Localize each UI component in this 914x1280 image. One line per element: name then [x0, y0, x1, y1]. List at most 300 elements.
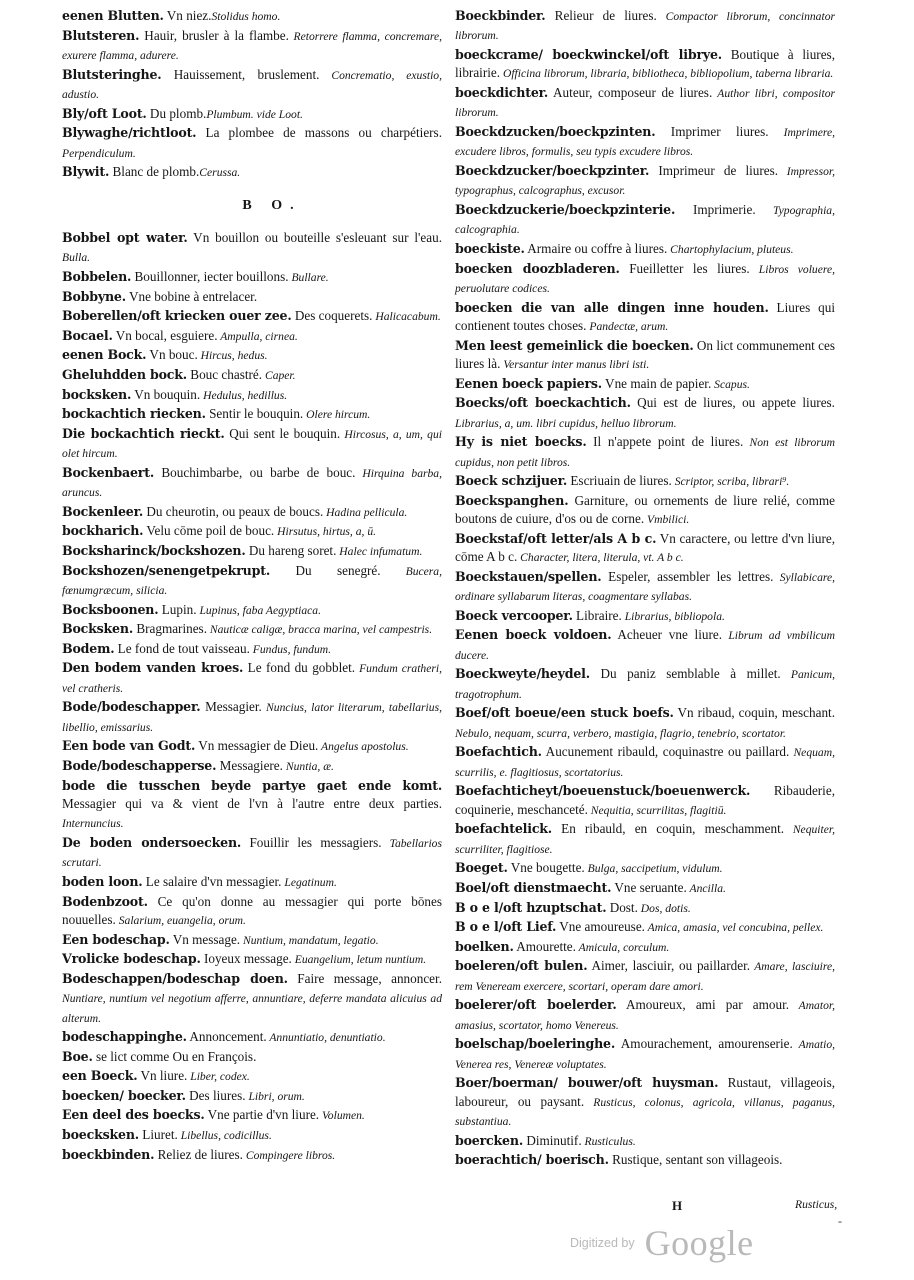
- french-gloss: Vne partie d'vn liure.: [204, 1107, 320, 1123]
- french-gloss: Diminutif.: [523, 1132, 582, 1148]
- headword: Hy is niet boecks.: [455, 434, 587, 450]
- dictionary-entry: [62, 970, 442, 1028]
- headword: Bode/bodeschapper.: [62, 699, 201, 715]
- french-gloss: Bouc chastré.: [186, 366, 263, 382]
- french-gloss: Fouillir les messagiers.: [241, 834, 382, 850]
- dictionary-entry: [455, 240, 835, 259]
- french-gloss: Vn message.: [169, 931, 241, 947]
- french-gloss: Aucunement ribauld, coquinastre ou paillard.: [541, 744, 790, 760]
- french-gloss: Rustaut, villageois, laboureur, ou paysant.: [455, 1075, 835, 1109]
- headword: Bodeschappen/bodeschap doen.: [62, 970, 288, 986]
- latin-gloss: Caper.: [262, 368, 296, 382]
- french-gloss: Amourette.: [513, 938, 576, 954]
- french-gloss: Escriuain de liures.: [567, 473, 672, 489]
- headword: bocksken.: [62, 386, 132, 402]
- latin-gloss: Nuncius, lator literarum, tabellarius, libellio, emissarius.: [62, 701, 442, 734]
- dictionary-entry: [62, 1126, 442, 1145]
- french-gloss: Relieur de liures.: [545, 8, 657, 23]
- french-gloss: Vne seruante.: [611, 879, 687, 895]
- dictionary-entry: [62, 834, 442, 873]
- latin-gloss: Hircus, hedus.: [197, 349, 268, 363]
- dictionary-entry: [455, 899, 835, 918]
- headword: een Boeck.: [62, 1068, 138, 1084]
- french-gloss: Amourachement, amourenserie.: [615, 1036, 793, 1052]
- dictionary-entry: [62, 464, 442, 503]
- watermark-logo: Google: [644, 1223, 754, 1263]
- french-gloss: Liuret.: [138, 1127, 178, 1143]
- latin-gloss: Tabellarios scrutari.: [62, 836, 442, 870]
- latin-gloss: Bulga, saccipetium, vidulum.: [584, 862, 723, 876]
- dictionary-entry: [455, 1035, 835, 1074]
- dictionary-entry: [455, 84, 835, 123]
- french-gloss: Vne amoureuse.: [556, 919, 645, 935]
- catchword: Rusticus,: [795, 1198, 838, 1211]
- french-gloss: Le salaire d'vn messagier.: [142, 873, 282, 889]
- french-gloss: Espeler, assembler les lettres.: [601, 568, 774, 584]
- headword: Gheluhdden bock.: [62, 366, 187, 382]
- headword: boecken/ boecker.: [62, 1087, 186, 1103]
- dictionary-entry: [455, 530, 835, 568]
- headword: bockachtich riecken.: [62, 406, 206, 422]
- headword: Bly/oft Loot.: [62, 105, 147, 121]
- dictionary-entry: [455, 568, 835, 607]
- latin-gloss: Panicum, tragotrophum.: [455, 668, 835, 701]
- latin-gloss: Typographia, calcographia.: [455, 204, 835, 237]
- headword: boecken die van alle dingen inne houden.: [455, 299, 769, 315]
- latin-gloss: Nuntia, æ.: [282, 759, 334, 773]
- dictionary-entry: [62, 931, 442, 950]
- dictionary-entry: [62, 7, 442, 26]
- latin-gloss: Non est librorum cupidus, non petit libros.: [455, 436, 835, 469]
- headword: Blywaghe/richtloot.: [62, 125, 197, 141]
- french-gloss: Faire message, annoncer.: [287, 970, 442, 986]
- latin-gloss: Nuntiare, nuntium vel negotium afferre, annuntiare, deferre mandata alicuius ad alterum.: [62, 992, 442, 1025]
- french-gloss: Le fond de tout vaisseau.: [114, 640, 250, 656]
- headword: Men leest gemeinlick die boecken.: [455, 337, 694, 353]
- headword: Een deel des boecks.: [62, 1107, 205, 1123]
- latin-gloss: Nuntium, mandatum, legatio.: [240, 933, 379, 947]
- headword: boeckiste.: [455, 241, 525, 256]
- french-gloss: Messagier qui va & vient de l'vn à l'autre entre deux parties.: [62, 795, 442, 811]
- left-column: [62, 7, 442, 1165]
- headword: boeckbinden.: [62, 1146, 155, 1162]
- latin-gloss: Chartophylacium, pluteus.: [667, 243, 794, 256]
- right-column: [455, 7, 835, 1171]
- french-gloss: Annoncement.: [186, 1029, 267, 1045]
- french-gloss: Libraire.: [572, 607, 622, 623]
- latin-gloss: Scriptor, scriba, librari⁹.: [671, 475, 790, 489]
- headword: eenen Blutten.: [62, 8, 164, 23]
- latin-gloss: Fundus, fundum.: [249, 642, 332, 656]
- french-gloss: Du plomb.: [146, 105, 207, 121]
- latin-gloss: Scapus.: [711, 377, 750, 391]
- latin-gloss: Liber, codex.: [187, 1070, 250, 1084]
- latin-gloss: Fundum cratheri, vel cratheris.: [62, 662, 442, 695]
- french-gloss: Le fond du gobblet.: [243, 660, 356, 676]
- headword: Bocael.: [62, 327, 113, 343]
- headword: Boeget.: [455, 860, 508, 876]
- french-gloss: Du hareng soret.: [245, 542, 337, 558]
- headword: Bockenleer.: [62, 503, 144, 519]
- latin-gloss: Nequitia, scurrilitas, flagitiū.: [587, 803, 727, 817]
- watermark: [570, 1222, 754, 1264]
- headword: Boeckweyte/heydel.: [455, 666, 590, 682]
- dictionary-entry: [455, 607, 835, 626]
- french-gloss: Acheuer vne liure.: [611, 627, 722, 643]
- french-gloss: Vn ribaud, coquin, meschant.: [673, 705, 835, 721]
- headword: Bode/bodeschapperse.: [62, 757, 217, 773]
- french-gloss: Boutique à liures, librairie.: [455, 47, 835, 81]
- dictionary-entry: [62, 307, 442, 326]
- dictionary-entry: [62, 659, 442, 698]
- french-gloss: Du paniz semblable à millet.: [589, 666, 781, 682]
- headword: eenen Bock.: [62, 347, 147, 363]
- dictionary-entry: [455, 996, 835, 1035]
- french-gloss: En ribauld, en coquin, meschamment.: [552, 821, 785, 837]
- headword: boercken.: [455, 1132, 524, 1148]
- latin-gloss: Nauticæ caligæ, bracca marina, vel campestris.: [207, 623, 433, 637]
- headword: Bocksken.: [62, 621, 134, 637]
- latin-gloss: Librarius, bibliopola.: [621, 609, 725, 623]
- headword: boefachtelick.: [455, 821, 552, 837]
- french-gloss: Ribauderie, coquinerie, meschanceté.: [455, 783, 835, 817]
- headword: boecksken.: [62, 1127, 139, 1143]
- dictionary-entry: [455, 918, 835, 937]
- french-gloss: Imprimer liures.: [655, 124, 769, 139]
- headword: B o e l/oft hzuptschat.: [455, 899, 607, 915]
- latin-gloss: Hirsutus, hirtus, a, ū.: [274, 525, 377, 539]
- headword: boden loon.: [62, 873, 143, 889]
- french-gloss: Des liures.: [185, 1087, 246, 1103]
- latin-gloss: Concrematio, exustio, adustio.: [62, 68, 443, 101]
- headword: Boberellen/oft kriecken ouer zee.: [62, 308, 292, 324]
- headword: Boeckstauen/spellen.: [455, 568, 602, 584]
- headword: boeleren/oft bulen.: [455, 958, 588, 974]
- french-gloss: Liures qui contienent toutes choses.: [455, 299, 835, 333]
- dictionary-entry: [455, 938, 835, 957]
- dictionary-entry: [455, 704, 835, 743]
- dictionary-entry: [455, 260, 835, 299]
- dictionary-entry: [62, 163, 442, 182]
- dictionary-entry: [62, 757, 442, 776]
- dictionary-entry: [62, 893, 442, 931]
- latin-gloss: Plumbum. vide Loot.: [206, 107, 303, 121]
- headword: bode die tusschen beyde partye gaet ende komt.: [62, 777, 442, 793]
- latin-gloss: Bucera, fœnumgræcum, silicia.: [62, 564, 442, 597]
- dictionary-entry: [62, 346, 442, 365]
- french-gloss: Dost.: [606, 899, 638, 915]
- dictionary-entry: [62, 386, 442, 405]
- french-gloss: Blanc de plomb.: [109, 164, 200, 180]
- headword: Boecks/oft boeckachtich.: [455, 395, 631, 411]
- latin-gloss: Amare, lasciuire, rem Veneream exercere, scortari, operam dare amori.: [455, 960, 836, 993]
- dictionary-entry: [62, 873, 442, 892]
- dictionary-entry: [455, 820, 835, 859]
- french-gloss: Vn messagier de Dieu.: [195, 738, 319, 754]
- latin-gloss: Halec infumatum.: [336, 544, 423, 558]
- dictionary-entry: [62, 640, 442, 659]
- headword: Boeck schzijuer.: [455, 473, 568, 489]
- latin-gloss: Salarium, euangelia, orum.: [115, 913, 246, 927]
- latin-gloss: Rusticulus.: [581, 1134, 636, 1148]
- latin-gloss: Volumen.: [319, 1109, 365, 1123]
- french-gloss: Vne bougette.: [507, 860, 585, 876]
- french-gloss: On lict communement ces liures là.: [455, 337, 835, 371]
- latin-gloss: Lupinus, faba Aegyptiaca.: [196, 603, 321, 617]
- latin-gloss: Dos, dotis.: [637, 901, 691, 915]
- french-gloss: Ioyeux message.: [200, 951, 292, 967]
- latin-gloss: Halicacabum.: [372, 310, 441, 324]
- french-gloss: Imprimerie.: [675, 202, 756, 217]
- headword: Boeckstaf/oft letter/als A b c.: [455, 530, 657, 546]
- latin-gloss: Hirquina barba, aruncus.: [62, 466, 442, 500]
- latin-gloss: Libri, orum.: [245, 1089, 305, 1103]
- latin-gloss: Ampulla, cirnea.: [217, 329, 298, 343]
- dictionary-entry: [62, 327, 442, 346]
- latin-gloss: Librarius, a, um. libri cupidus, helluo librorum.: [455, 416, 677, 430]
- dictionary-entry: [62, 601, 442, 620]
- headword: boecken doozbladeren.: [455, 260, 620, 276]
- dictionary-entry: [455, 859, 835, 878]
- dictionary-entry: [455, 665, 835, 704]
- headword: Bockenbaert.: [62, 464, 155, 480]
- french-gloss: Imprimeur de liures.: [649, 163, 779, 178]
- headword: Den bodem vanden kroes.: [62, 660, 244, 676]
- dictionary-entry: [62, 229, 442, 268]
- headword: Bocksboonen.: [62, 601, 159, 617]
- latin-gloss: Hadina pellicula.: [323, 505, 408, 519]
- french-gloss: Armaire ou coffre à liures.: [524, 241, 668, 256]
- headword: boelerer/oft boelerder.: [455, 997, 617, 1013]
- latin-gloss: Libros voluere, peruolutare codices.: [455, 262, 835, 295]
- latin-gloss: Nebulo, nequam, scurra, verbero, mastigia, flagrio, tenebrio, scortator.: [455, 726, 786, 740]
- dictionary-entry: [62, 1048, 442, 1067]
- dictionary-entry: [455, 743, 835, 782]
- dictionary-entry: [455, 472, 835, 491]
- french-gloss: Vn bocal, esguiere.: [112, 327, 218, 343]
- french-gloss: Messagiere.: [216, 757, 283, 773]
- french-gloss: Vn bouc.: [146, 347, 198, 363]
- dictionary-entry: [455, 7, 835, 46]
- dictionary-entry: [62, 1146, 442, 1165]
- headword: Eenen boeck papiers.: [455, 375, 602, 391]
- french-gloss: Vn niez.: [163, 8, 212, 23]
- dictionary-entry: [455, 201, 835, 240]
- french-gloss: Amoureux, ami par amour.: [616, 997, 790, 1013]
- headword: Eenen boeck voldoen.: [455, 627, 612, 643]
- dictionary-entry: [455, 123, 835, 162]
- headword: bockharich.: [62, 523, 144, 539]
- latin-gloss: Amica, amasia, vel concubina, pellex.: [644, 921, 824, 935]
- headword: Die bockachtich rieckt.: [62, 425, 225, 441]
- headword: Boeckbinder.: [455, 8, 546, 23]
- latin-gloss: Imprimere, excudere libros, formulis, seu typis excudere libros.: [455, 126, 835, 159]
- latin-gloss: Versantur inter manus libri isti.: [500, 358, 650, 371]
- french-gloss: Qui sent le bouquin.: [224, 425, 341, 441]
- dictionary-entry: [455, 337, 835, 375]
- dictionary-entry: [62, 288, 442, 307]
- dictionary-entry: [455, 782, 835, 820]
- french-gloss: Il n'appete point de liures.: [586, 434, 744, 450]
- french-gloss: Bouchimbarbe, ou barbe de bouc.: [154, 464, 356, 480]
- latin-gloss: Amicula, corculum.: [575, 940, 670, 954]
- french-gloss: Sentir le bouquin.: [205, 406, 304, 422]
- french-gloss: Messagier.: [200, 699, 262, 715]
- headword: Boel/oft dienstmaecht.: [455, 879, 612, 895]
- latin-gloss: Cerussa.: [199, 166, 241, 180]
- headword: Blutsteren.: [62, 27, 140, 43]
- french-gloss: Auteur, composeur de liures.: [548, 85, 713, 100]
- headword: Bocksharinck/bockshozen.: [62, 542, 246, 558]
- headword: Blywit.: [62, 164, 110, 180]
- dictionary-entry: [62, 1028, 442, 1047]
- headword: De boden ondersoecken.: [62, 834, 242, 850]
- headword: Bobbel opt water.: [62, 230, 188, 245]
- latin-gloss: Character, litera, literula, vt. A b c.: [517, 551, 684, 565]
- latin-gloss: Retorrere flamma, concremare, exurere flamma, adurere.: [62, 29, 442, 62]
- latin-gloss: Officina librorum, libraria, bibliotheca, bibliopolium, taberna libraria.: [500, 67, 834, 81]
- dictionary-entry: [455, 46, 835, 84]
- french-gloss: Velu cōme poil de bouc.: [143, 523, 275, 539]
- latin-gloss: Perpendiculum.: [62, 146, 136, 160]
- latin-gloss: Compactor librorum, concinnator librorum.: [455, 10, 836, 43]
- dictionary-entry: [62, 366, 442, 385]
- headword: Vrolicke bodeschap.: [62, 951, 201, 967]
- headword: Boef/oft boeue/een stuck boefs.: [455, 705, 674, 721]
- dictionary-entry: [62, 1106, 442, 1125]
- dictionary-entry: [455, 492, 835, 530]
- headword: Boefachticheyt/boeuenstuck/boeuenwerck.: [455, 783, 751, 799]
- latin-gloss: Librum ad vmbilicum ducere.: [455, 629, 835, 662]
- latin-gloss: Vmbilici.: [644, 513, 690, 527]
- french-gloss: Fueilletter les liures.: [619, 260, 750, 276]
- french-gloss: Vn caractere, ou lettre d'vn liure, cōme A b c.: [455, 530, 835, 565]
- french-gloss: Du cheurotin, ou peaux de boucs.: [143, 503, 324, 519]
- headword: Een bodeschap.: [62, 931, 170, 947]
- dictionary-entry: [62, 27, 442, 66]
- dictionary-entry: [455, 1151, 835, 1170]
- headword: Boeckdzucker/boeckpzinter.: [455, 163, 650, 178]
- headword: Boeckspanghen.: [455, 492, 569, 508]
- headword: Bockshozen/senengetpekrupt.: [62, 562, 271, 578]
- latin-gloss: Nequiter, scurriliter, flagitiose.: [455, 823, 835, 856]
- headword: Boefachtich.: [455, 744, 542, 760]
- dictionary-entry: [62, 522, 442, 541]
- french-gloss: Lupin.: [158, 601, 197, 617]
- latin-gloss: Amator, amasius, scortator, homo Venereus.: [455, 999, 835, 1032]
- french-gloss: Ce qu'on donne au messagier qui porte bōnes nouuelles.: [62, 893, 442, 927]
- headword: boelken.: [455, 938, 514, 954]
- latin-gloss: Hedulus, hedillus.: [200, 388, 288, 402]
- dictionary-entry: [62, 698, 442, 737]
- latin-gloss: Stolidus homo.: [211, 10, 281, 23]
- latin-gloss: Olere hircum.: [303, 408, 371, 422]
- dictionary-entry: [62, 268, 442, 287]
- headword: Boeckdzuckerie/boeckpzinterie.: [455, 202, 676, 217]
- headword: Bodenbzoot.: [62, 893, 148, 909]
- dictionary-entry: [62, 620, 442, 639]
- dictionary-entry: [62, 777, 442, 834]
- latin-gloss: Hircosus, a, um, qui olet hircum.: [62, 427, 442, 461]
- french-gloss: Rustique, sentant son villageois.: [608, 1152, 783, 1168]
- dictionary-entry: [62, 1067, 442, 1086]
- latin-gloss: Internuncius.: [62, 817, 124, 831]
- french-gloss: Aimer, lasciuir, ou paillarder.: [587, 958, 751, 974]
- french-gloss: se lict comme Ou en François.: [92, 1048, 257, 1064]
- latin-gloss: Pandectæ, arum.: [586, 320, 669, 333]
- dictionary-entry: [62, 950, 442, 969]
- headword: Een bode van Godt.: [62, 738, 196, 754]
- latin-gloss: Angelus apostolus.: [318, 740, 409, 754]
- latin-gloss: Impressor, typographus, calcographus, excusor.: [455, 165, 835, 198]
- corner-mark: -: [838, 1214, 842, 1228]
- french-gloss: Vn liure.: [137, 1068, 188, 1084]
- headword: B o e l/oft Lief.: [455, 919, 557, 935]
- latin-gloss: Amatio, Venerea res, Venereæ voluptates.: [455, 1038, 836, 1071]
- headword: Boe.: [62, 1048, 93, 1064]
- latin-gloss: Rusticus, colonus, agricola, villanus, paganus, substantiua.: [455, 1095, 835, 1129]
- french-gloss: Bragmarines.: [133, 621, 207, 637]
- section-heading: B O.: [242, 197, 302, 213]
- headword: Bobbelen.: [62, 269, 132, 284]
- dictionary-entry: [62, 105, 442, 124]
- dictionary-entry: [455, 375, 835, 394]
- french-gloss: Reliez de liures.: [154, 1146, 243, 1162]
- latin-gloss: Bullare.: [288, 271, 329, 284]
- french-gloss: Garniture, ou ornements de liure relié, comme boutons de cuiure, d'os ou de corne.: [455, 492, 835, 527]
- latin-gloss: Nequam, scurrilis, e. flagitiosus, scortatorius.: [455, 746, 835, 779]
- headword: boerachtich/ boerisch.: [455, 1152, 609, 1168]
- french-gloss: Qui est de liures, ou appete liures.: [630, 395, 835, 411]
- watermark-prefix: Digitized by: [570, 1236, 635, 1250]
- dictionary-entry: [62, 503, 442, 522]
- french-gloss: Hauissement, bruslement.: [161, 66, 320, 82]
- dictionary-entry: [455, 299, 835, 337]
- headword: Blutsteringhe.: [62, 66, 162, 82]
- french-gloss: Vn bouquin.: [131, 386, 201, 402]
- latin-gloss: Euangelium, letum nuntium.: [291, 953, 427, 967]
- dictionary-entry: [62, 1087, 442, 1106]
- dictionary-entry: [62, 562, 442, 601]
- french-gloss: La plombee de massons ou charpétiers.: [196, 125, 442, 141]
- latin-gloss: Ancilla.: [686, 881, 726, 895]
- latin-gloss: Compingere libros.: [242, 1148, 336, 1162]
- dictionary-entry: [455, 1074, 835, 1131]
- headword: boeckdichter.: [455, 85, 549, 100]
- dictionary-entry: [62, 66, 442, 105]
- headword: Bodem.: [62, 640, 115, 656]
- latin-gloss: Annuntiatio, denuntiatio.: [266, 1031, 386, 1045]
- french-gloss: Vne main de papier.: [602, 375, 712, 391]
- dictionary-entry: [455, 433, 835, 472]
- french-gloss: Vne bobine à entrelacer.: [125, 288, 258, 304]
- dictionary-entry: [455, 626, 835, 665]
- latin-gloss: Libellus, codicillus.: [177, 1129, 272, 1143]
- dictionary-entry: [455, 394, 835, 433]
- dictionary-entry: [455, 162, 835, 201]
- headword: Bobbyne.: [62, 288, 126, 304]
- dictionary-entry: [62, 124, 442, 163]
- signature-mark: H: [672, 1198, 683, 1213]
- french-gloss: Des coquerets.: [291, 308, 373, 324]
- headword: bodeschappinghe.: [62, 1029, 187, 1045]
- french-gloss: Bouillonner, iecter bouillons.: [131, 269, 289, 284]
- latin-gloss: Syllabicare, ordinare syllabarum literas, coagmentare syllabas.: [455, 570, 835, 604]
- dictionary-entry: [62, 542, 442, 561]
- dictionary-entry: [62, 405, 442, 424]
- headword: boelschap/boeleringhe.: [455, 1036, 616, 1052]
- headword: Boeckdzucken/boeckpzinten.: [455, 124, 656, 139]
